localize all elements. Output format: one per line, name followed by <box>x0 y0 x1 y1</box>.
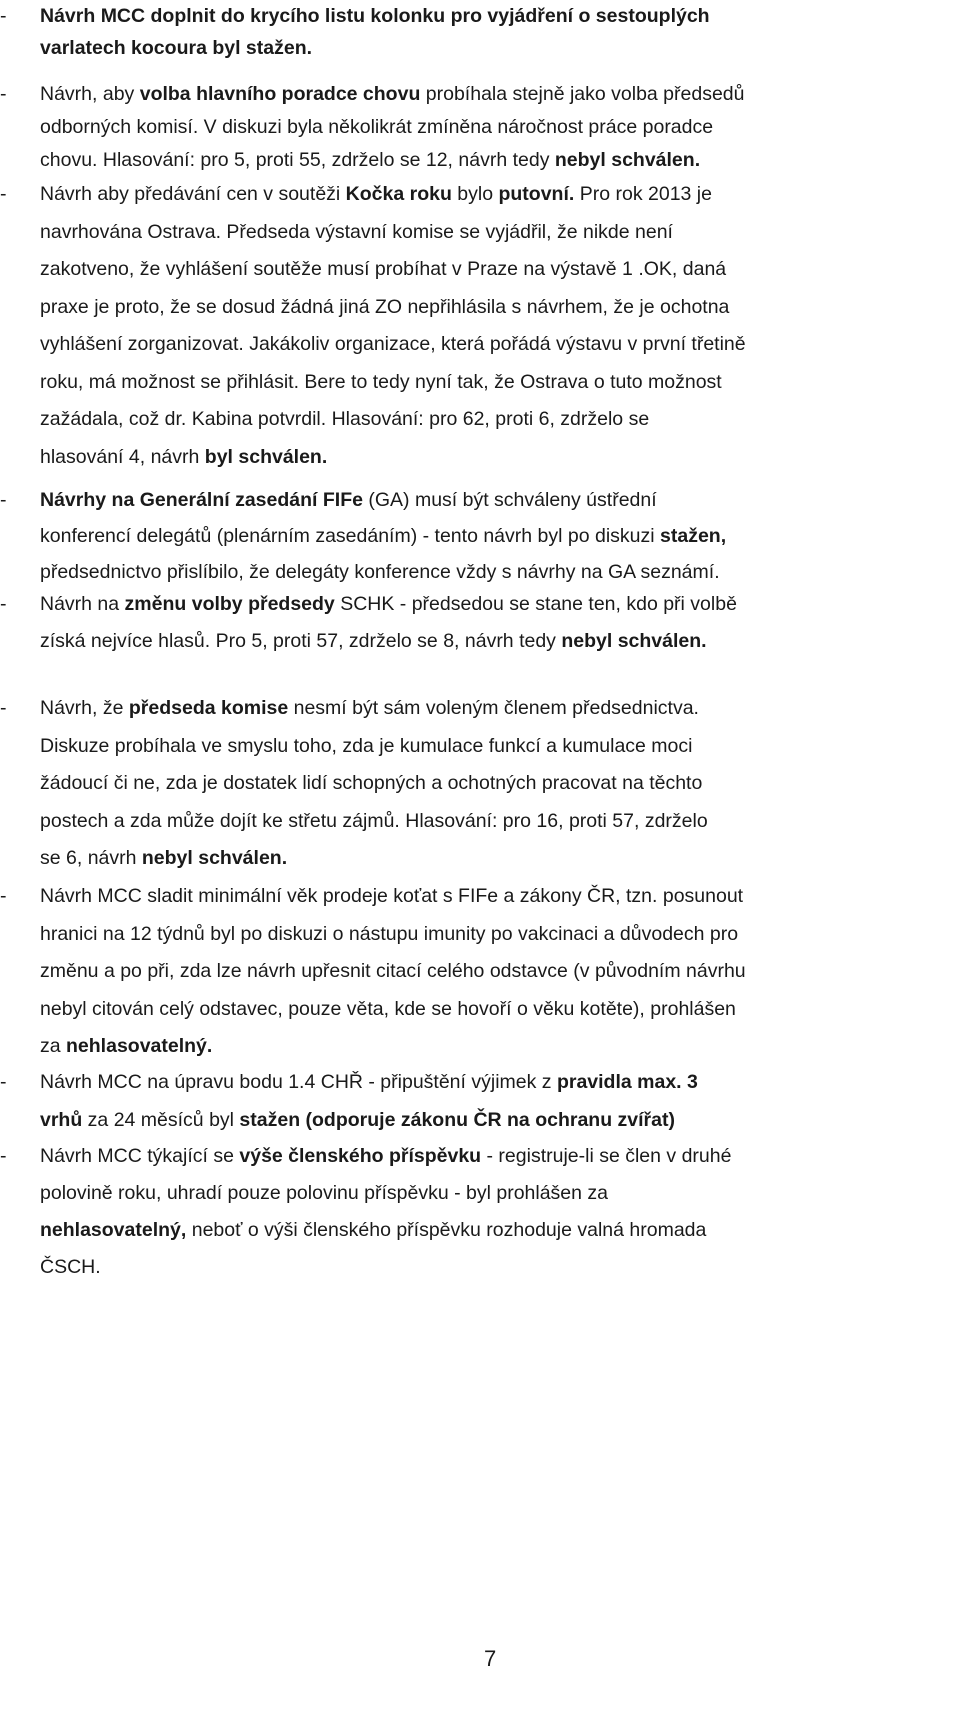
list-bullet: - <box>0 489 7 511</box>
text-run: Diskuze probíhala ve smyslu toho, zda je kumulace funkcí a kumulace moci <box>40 734 693 757</box>
list-bullet: - <box>0 593 7 615</box>
bold-text-run: nehlasovatelný. <box>66 1035 213 1057</box>
text-run: chovu. Hlasování: pro 5, proti 55, zdrželo se 12, návrh tedy <box>40 149 555 171</box>
text-run: praxe je proto, že se dosud žádná jiná ZO nepřihlásila s návrhem, že je ochotna <box>40 295 730 318</box>
bold-text-run: putovní. <box>498 183 575 205</box>
text-run: předsednictvo přislíbilo, že delegáty konference vždy s návrhy na GA seznámí. <box>40 561 720 583</box>
text-line <box>40 144 958 176</box>
text-run: SCHK - předsedou se stane ten, kdo při volbě <box>334 593 737 615</box>
text-line <box>40 588 958 620</box>
text-line <box>40 253 958 285</box>
bold-text-run: Návrh MCC doplnit do krycího listu kolonku pro vyjádření o sestouplých <box>40 5 710 27</box>
text-run: odborných komisí. V diskuzi byla několikrát zmíněna náročnost práce poradce <box>40 116 714 138</box>
bold-text-run: změnu volby předsedy <box>124 593 335 615</box>
bold-text-run: Kočka roku <box>345 183 452 205</box>
list-bullet: - <box>0 697 7 719</box>
text-line <box>40 328 958 360</box>
text-run: konferencí delegátů (plenárním zasedáním) - tento návrh byl po diskuzi <box>40 525 661 547</box>
text-run: Návrh, aby <box>40 83 140 105</box>
text-line <box>40 484 958 516</box>
text-run: neboť o výši členského příspěvku rozhoduje valná hromada <box>186 1219 707 1241</box>
text-run: nesmí být sám voleným členem předsednictva. <box>288 697 699 719</box>
text-line <box>40 441 958 473</box>
text-run: Návrh MCC týkající se <box>40 1145 240 1167</box>
text-line <box>40 520 958 552</box>
text-line <box>40 1140 958 1172</box>
bold-text-run: nebyl schválen. <box>561 630 707 652</box>
bold-text-run: nebyl schválen. <box>554 149 701 171</box>
text-line <box>40 78 958 110</box>
text-line <box>40 805 958 837</box>
text-run: probíhala stejně jako volba předsedů <box>420 83 745 105</box>
text-run: změnu a po při, zda lze návrh upřesnit citací celého odstavce (v původním návrhu <box>40 960 746 982</box>
bold-text-run: výše členského příspěvku <box>239 1145 482 1167</box>
text-line <box>40 730 958 762</box>
list-bullet: - <box>0 83 7 105</box>
text-line <box>40 556 958 588</box>
text-run: získá nejvíce hlasů. Pro 5, proti 57, zdrželo se 8, návrh tedy <box>40 630 562 652</box>
text-run: hlasování 4, návrh <box>40 445 205 468</box>
text-run: polovině roku, uhradí pouze polovinu příspěvku - byl prohlášen za <box>40 1182 609 1204</box>
bold-text-run: nebyl schválen. <box>141 847 288 869</box>
text-run: Pro rok 2013 je <box>574 183 712 205</box>
text-run: Návrh, že <box>40 697 129 719</box>
text-run: bylo <box>451 183 499 205</box>
bold-text-run: pravidla max. 3 <box>556 1071 698 1093</box>
text-line <box>40 1214 958 1246</box>
page-number: 7 <box>484 1646 497 1671</box>
text-line <box>40 32 958 64</box>
text-line <box>40 955 958 987</box>
text-line <box>40 111 958 143</box>
list-bullet: - <box>0 1071 7 1093</box>
text-run: ČSCH. <box>40 1256 101 1278</box>
text-line <box>40 692 958 724</box>
text-run: - registruje-li se člen v druhé <box>481 1145 732 1167</box>
text-line <box>40 1104 958 1136</box>
bold-text-run: Návrhy na Generální zasedání FIFe <box>40 489 363 511</box>
text-run: se 6, návrh <box>40 847 142 869</box>
bold-text-run: varlatech kocoura byl stažen. <box>40 37 313 59</box>
bold-text-run: byl schválen. <box>204 445 328 468</box>
text-run: zakotveno, že vyhlášení soutěže musí probíhat v Praze na výstavě 1 .OK, daná <box>40 258 727 280</box>
text-line <box>40 366 958 398</box>
text-line <box>40 842 958 874</box>
list-bullet: - <box>0 1145 7 1167</box>
text-line <box>40 291 958 323</box>
text-run: nebyl citován celý odstavec, pouze věta, kde se hovoří o věku kotěte), prohlášen <box>40 997 736 1020</box>
text-line <box>40 1066 958 1098</box>
bold-text-run: předseda komise <box>128 697 289 719</box>
bold-text-run: vrhů <box>40 1109 83 1131</box>
bold-text-run: stažen (odporuje zákonu ČR na ochranu zvířat) <box>239 1109 675 1131</box>
text-run: zažádala, což dr. Kabina potvrdil. Hlasování: pro 62, proti 6, zdrželo se <box>40 408 650 430</box>
bold-text-run: nehlasovatelný, <box>40 1219 187 1241</box>
text-line <box>40 216 958 248</box>
text-run: postech a zda může dojít ke střetu zájmů. Hlasování: pro 16, proti 57, zdrželo <box>40 809 708 832</box>
bold-text-run: volba hlavního poradce chovu <box>139 83 421 105</box>
text-line <box>40 1177 958 1209</box>
list-bullet: - <box>0 183 7 205</box>
text-line <box>40 1030 958 1062</box>
text-line <box>40 918 958 950</box>
text-line <box>40 178 958 210</box>
text-run: Návrh aby předávání cen v soutěži <box>40 183 346 205</box>
text-run: roku, má možnost se přihlásit. Bere to tedy nyní tak, že Ostrava o tuto možnost <box>40 370 722 393</box>
text-run: Návrh na <box>40 593 125 615</box>
text-line <box>40 767 958 799</box>
text-line <box>40 880 958 912</box>
text-line <box>40 1251 958 1283</box>
text-line <box>40 0 958 32</box>
text-run: za <box>40 1035 67 1057</box>
text-line <box>40 403 958 435</box>
text-run: vyhlášení zorganizovat. Jakákoliv organizace, která pořádá výstavu v první třetině <box>40 333 746 355</box>
list-bullet: - <box>0 5 7 27</box>
text-run: hranici na 12 týdnů byl po diskuzi o nástupu imunity po vakcinaci a důvodech pro <box>40 922 739 945</box>
text-run: žádoucí či ne, zda je dostatek lidí schopných a ochotných pracovat na těchto <box>40 772 703 794</box>
bold-text-run: stažen, <box>660 525 727 547</box>
text-run: za 24 měsíců byl <box>82 1109 240 1131</box>
list-bullet: - <box>0 885 7 907</box>
text-run: navrhována Ostrava. Předseda výstavní komise se vyjádřil, že nikde není <box>40 220 673 243</box>
text-run: Návrh MCC na úpravu bodu 1.4 CHŘ - připuštění výjimek z <box>40 1071 557 1093</box>
text-run: Návrh MCC sladit minimální věk prodeje koťat s FIFe a zákony ČR, tzn. posunout <box>40 885 744 907</box>
text-line <box>40 993 958 1025</box>
text-run: (GA) musí být schváleny ústřední <box>362 489 657 511</box>
text-line <box>40 625 958 657</box>
